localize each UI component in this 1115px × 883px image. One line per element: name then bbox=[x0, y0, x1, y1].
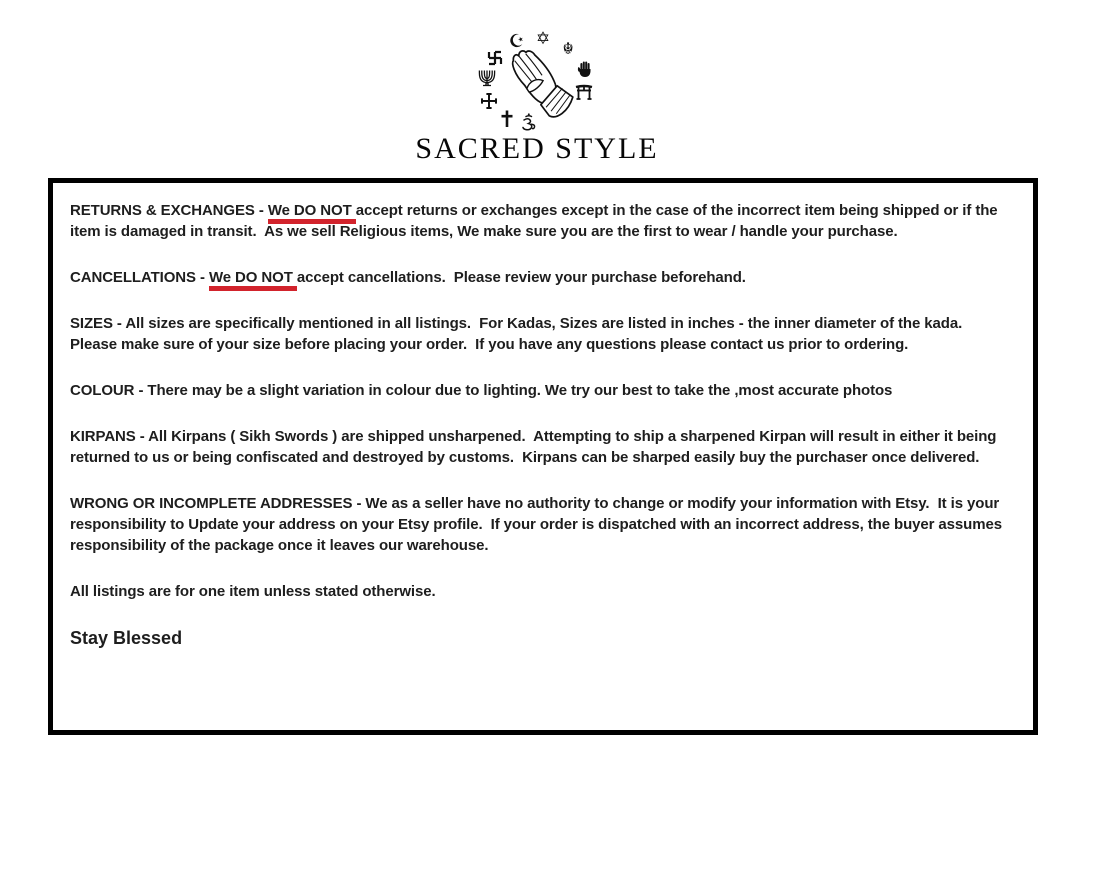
star-of-david-icon: ✡ bbox=[535, 29, 551, 49]
menorah-icon bbox=[479, 71, 494, 86]
paragraph-rest: accept returns or exchanges except in the case of the incorrect item being shipped or if the item is damaged in transit. As we sell Religious items, We make sure you are the first to wear / handle your purchase. bbox=[70, 202, 1002, 240]
paragraph-kirpans bbox=[70, 426, 1016, 468]
om-icon bbox=[523, 113, 535, 129]
paragraph-cancellations bbox=[70, 267, 1016, 288]
swastika-icon bbox=[489, 52, 501, 64]
red-underlined-text: We DO NOT bbox=[268, 202, 356, 224]
paragraph-colour bbox=[70, 380, 1016, 401]
paragraph-one-item bbox=[70, 581, 1016, 602]
jain-hand-icon bbox=[578, 62, 591, 78]
paragraph-returns-exchanges bbox=[70, 200, 1016, 242]
paragraph-lead: COLOUR - There may be a slight variation in colour due to lighting. We try our best to take the ,most accurate photos bbox=[70, 382, 893, 399]
paragraph-lead: KIRPANS - All Kirpans ( Sikh Swords ) are shipped unsharpened. Attempting to ship a sharpened Kirpan will result in either it being returned to us or being confiscated and destroyed by customs. Kirpans can be sharped easily buy the purchaser once delivered. bbox=[70, 428, 1001, 466]
sacred-style-logo bbox=[463, 24, 611, 136]
policy-box bbox=[48, 178, 1038, 735]
brand-title: SACRED STYLE bbox=[415, 132, 659, 165]
paragraph-lead: CANCELLATIONS - bbox=[70, 269, 209, 286]
paragraph-lead: RETURNS & EXCHANGES - bbox=[70, 202, 268, 219]
khanda-icon: ☬ bbox=[562, 39, 574, 58]
torii-gate-icon bbox=[576, 86, 592, 99]
red-underlined-text: We DO NOT bbox=[209, 269, 297, 291]
signoff-stay-blessed: Stay Blessed bbox=[70, 628, 183, 648]
paragraph-rest: accept cancellations. Please review your purchase beforehand. bbox=[296, 269, 746, 286]
paragraph-lead: WRONG OR INCOMPLETE ADDRESSES - We as a seller have no authority to change or modify your information with Etsy. It is your responsibility to Update your address on your Etsy profile. If your order is dispatched with an incorrect address, the buyer assumes responsibility of the package once it leaves our warehouse. bbox=[70, 495, 1007, 554]
paragraph-sizes bbox=[70, 313, 1016, 355]
latin-cross-icon bbox=[502, 111, 513, 128]
paragraph-lead: SIZES - All sizes are specifically mentioned in all listings. For Kadas, Sizes are listed in inches - the inner diameter of the kada. Please make sure of your size before placing your order. If you have any questions please contact us prior to ordering. bbox=[70, 315, 971, 353]
crescent-and-star-icon: ☪ bbox=[506, 28, 529, 54]
paragraph-lead: All listings are for one item unless stated otherwise. bbox=[70, 583, 436, 600]
jerusalem-cross-icon bbox=[482, 94, 496, 108]
paragraph-wrong-addresses bbox=[70, 493, 1016, 556]
